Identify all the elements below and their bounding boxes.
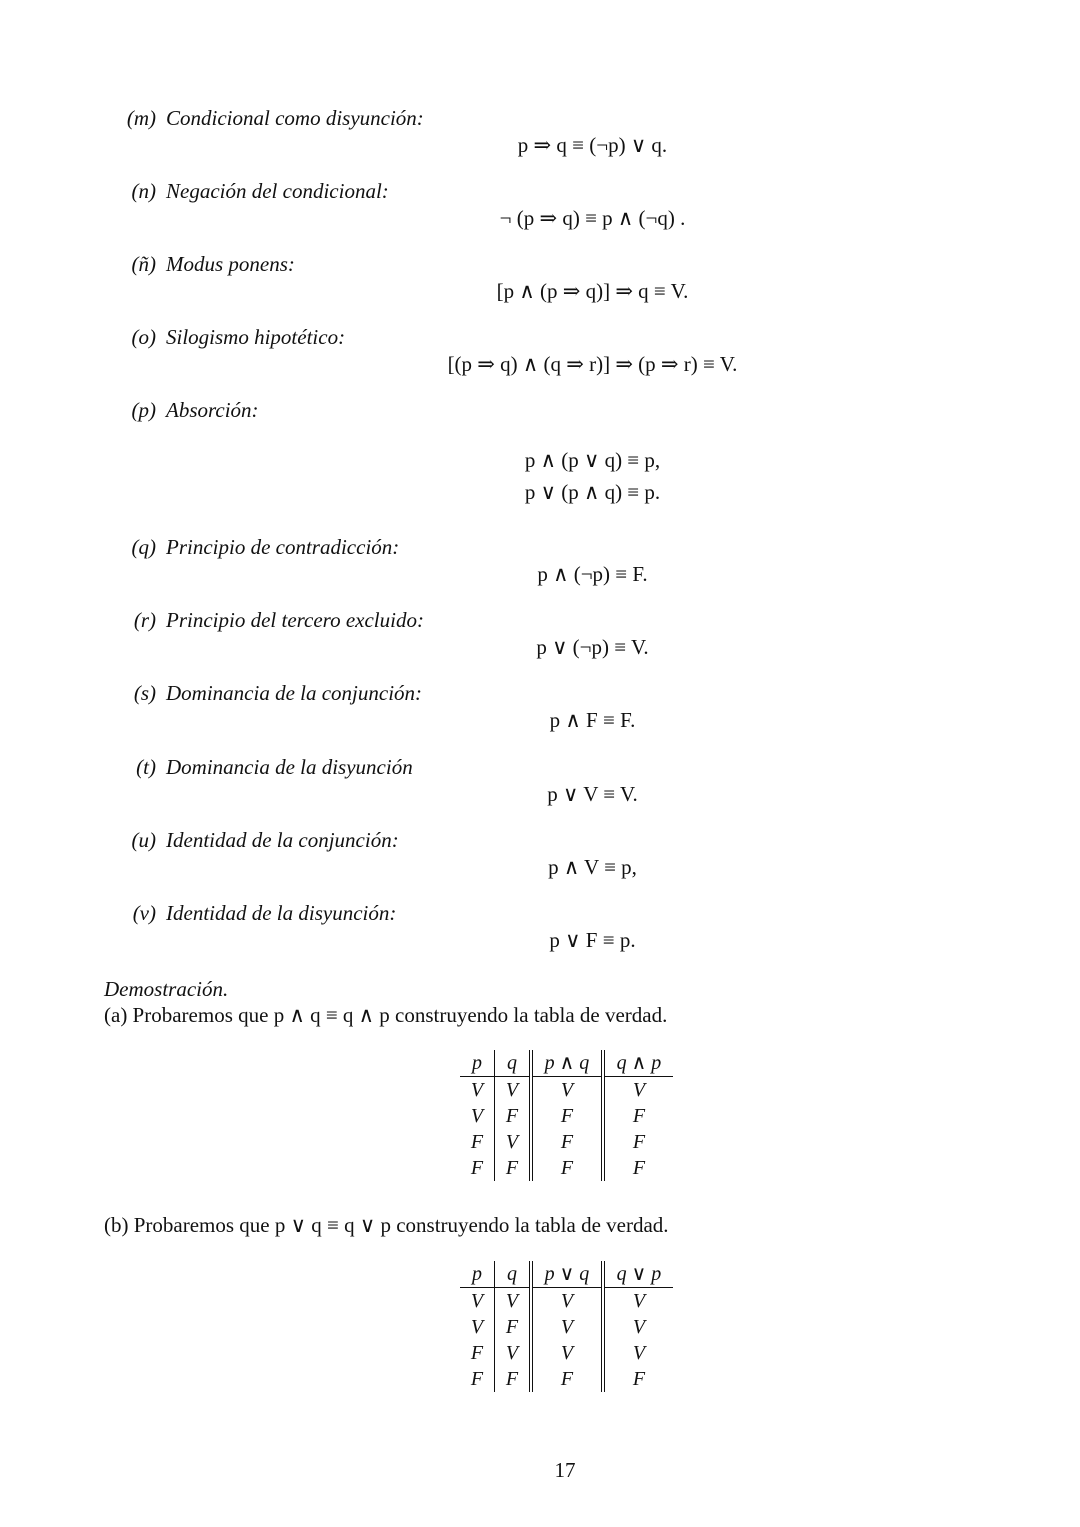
table-row <box>460 1366 673 1392</box>
table-cell: V <box>460 1077 495 1104</box>
table-header: q <box>495 1050 532 1077</box>
proof-part-a-text: (a) Probaremos que p ∧ q ≡ q ∧ p construyendo la tabla de verdad. <box>104 1003 668 1027</box>
table-cell: V <box>531 1314 603 1340</box>
table-header: p <box>460 1050 495 1077</box>
table-row <box>460 1129 673 1155</box>
table-cell: F <box>632 1105 646 1127</box>
formula-o: [(p ⇒ q) ∧ (q ⇒ r)] ⇒ (p ⇒ r) ≡ V. <box>447 352 738 376</box>
table-cell: V <box>495 1129 532 1155</box>
table-cell: F <box>495 1103 532 1129</box>
table-cell: V <box>531 1077 603 1104</box>
table-cell: V <box>632 1316 646 1338</box>
table-cell: V <box>495 1288 532 1315</box>
property-o: (o) Silogismo hipotético: <box>131 325 346 349</box>
table-cell: F <box>460 1340 495 1366</box>
table-header: p ∨ q <box>531 1261 603 1288</box>
table-header: q ∨ p <box>603 1261 673 1288</box>
table-cell: V <box>531 1340 603 1366</box>
property-r: (r) Principio del tercero excluido: <box>133 608 424 632</box>
property-q: (q) Principio de contradicción: <box>131 535 400 559</box>
table-header: q <box>495 1261 532 1288</box>
table-cell: F <box>632 1131 646 1153</box>
table-row <box>460 1077 673 1104</box>
table-cell: F <box>531 1366 603 1392</box>
table-row <box>460 1288 673 1315</box>
property-t: (t) Dominancia de la disyunción <box>136 755 413 779</box>
table-row <box>460 1340 673 1366</box>
table-cell: F <box>495 1366 532 1392</box>
table-header: p <box>460 1261 495 1288</box>
proof-heading: Demostración. <box>104 977 229 1001</box>
table-cell: V <box>460 1314 495 1340</box>
table-header-row <box>460 1050 673 1077</box>
formula-v: p ∨ F ≡ p. <box>549 928 636 952</box>
table-cell: V <box>495 1340 532 1366</box>
formula-n: ¬ (p ⇒ q) ≡ p ∧ (¬q) . <box>499 206 686 230</box>
formula-r: p ∨ (¬p) ≡ V. <box>536 635 649 659</box>
table-header: q ∧ p <box>603 1050 673 1077</box>
table-cell: F <box>495 1155 532 1181</box>
property-p: (p) Absorción: <box>131 398 259 422</box>
page-number: 17 <box>554 1458 576 1482</box>
table-cell: F <box>531 1129 603 1155</box>
table-row <box>460 1103 673 1129</box>
table-cell: F <box>460 1155 495 1181</box>
property-ntilde: (ñ) Modus ponens: <box>131 252 295 276</box>
table-cell: V <box>632 1290 646 1312</box>
formula-p-2: p ∨ (p ∧ q) ≡ p. <box>524 480 661 504</box>
property-u: (u) Identidad de la conjunción: <box>131 828 399 852</box>
table-cell: V <box>460 1103 495 1129</box>
table-cell: F <box>531 1103 603 1129</box>
table-row <box>460 1155 673 1181</box>
table-cell: F <box>632 1368 646 1390</box>
property-n: (n) Negación del condicional: <box>131 179 389 203</box>
property-v: (v) Identidad de la disyunción: <box>132 901 397 925</box>
formula-ntilde: [p ∧ (p ⇒ q)] ⇒ q ≡ V. <box>496 279 689 303</box>
property-m: (m) Condicional como disyunción: <box>126 106 424 130</box>
table-cell: F <box>460 1129 495 1155</box>
table-cell: V <box>460 1288 495 1315</box>
table-header: p ∧ q <box>531 1050 603 1077</box>
table-row <box>460 1314 673 1340</box>
formula-p-1: p ∧ (p ∨ q) ≡ p, <box>524 448 661 472</box>
table-cell: V <box>531 1288 603 1315</box>
table-cell: F <box>460 1366 495 1392</box>
table-cell: F <box>495 1314 532 1340</box>
table-cell: F <box>531 1155 603 1181</box>
truth-table-b <box>460 1261 673 1392</box>
formula-u: p ∧ V ≡ p, <box>548 855 637 879</box>
table-header-row <box>460 1261 673 1288</box>
property-s: (s) Dominancia de la conjunción: <box>133 681 423 705</box>
formula-t: p ∨ V ≡ V. <box>547 782 638 806</box>
table-cell: V <box>632 1342 646 1364</box>
truth-table-a <box>460 1050 673 1181</box>
formula-m: p ⇒ q ≡ (¬p) ∨ q. <box>517 133 668 157</box>
proof-part-b-text: (b) Probaremos que p ∨ q ≡ q ∨ p construyendo la tabla de verdad. <box>104 1213 669 1237</box>
formula-q: p ∧ (¬p) ≡ F. <box>537 562 648 586</box>
table-cell: V <box>495 1077 532 1104</box>
formula-s: p ∧ F ≡ F. <box>549 708 636 732</box>
table-cell: V <box>632 1079 646 1101</box>
table-cell: F <box>632 1157 646 1179</box>
